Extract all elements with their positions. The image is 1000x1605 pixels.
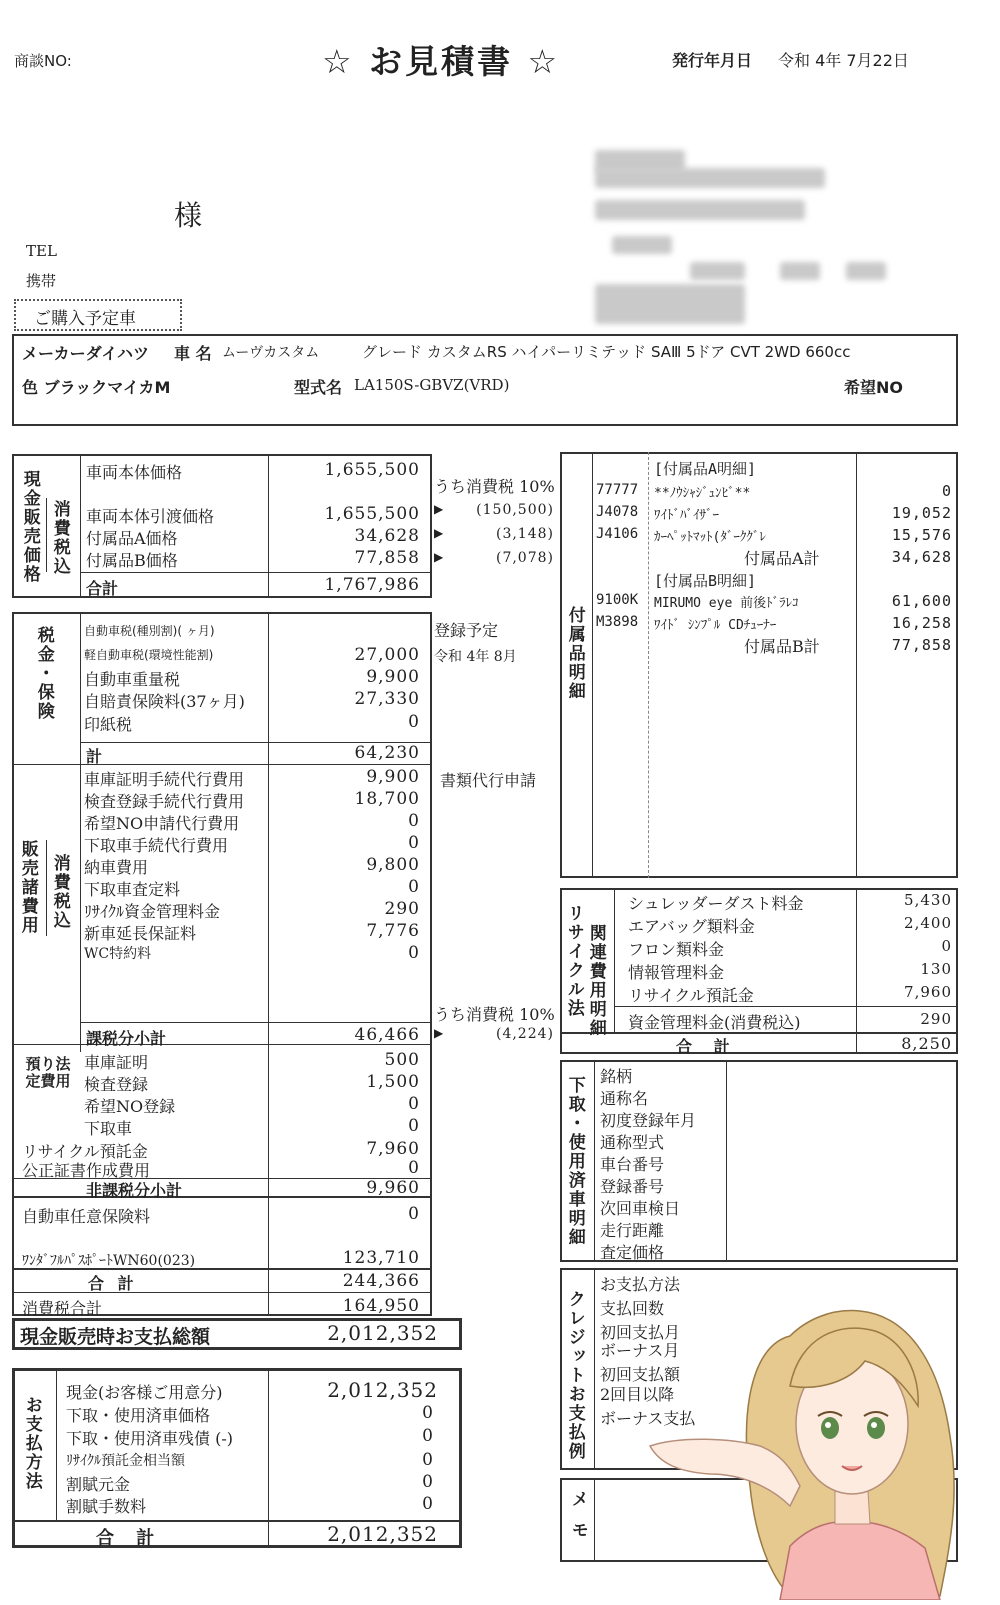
deposit-row-label: 車庫証明	[84, 1053, 149, 1072]
tax-row-value: 27,330	[354, 689, 420, 709]
deposit-row-label: 希望NO登録	[84, 1097, 176, 1116]
deposit-row-value: 1,500	[366, 1072, 420, 1092]
acc-code: J4106	[596, 526, 639, 542]
acc-code: 9100K	[596, 592, 639, 608]
recycle-row-value: 130	[920, 960, 952, 978]
fee-row-value: 0	[408, 833, 420, 853]
cash-tax-amount: (150,500)	[476, 502, 554, 518]
credit-row-label: 支払回数	[600, 1299, 665, 1318]
taxes-side-label: 税金・保険	[33, 626, 54, 721]
guide-girl-illustration	[640, 1296, 980, 1600]
insurance-plan-value: 123,710	[342, 1248, 420, 1268]
model-label: 型式名	[294, 378, 343, 397]
insurance-label: 自動車任意保険料	[22, 1207, 151, 1226]
cash-price-side-label: 現金販売価格	[19, 470, 40, 584]
car-name: ムーヴカスタム	[222, 345, 320, 361]
payment-row-value: 0	[422, 1472, 434, 1492]
fee-row-label: 下取車査定料	[84, 880, 181, 899]
customer-suffix: 様	[174, 199, 203, 232]
cash-tax-amount: (3,148)	[495, 526, 554, 542]
cash-price-tax-label: 消費税込	[49, 500, 70, 576]
acc-code: J4078	[596, 504, 639, 520]
acc-a-header: [付属品A明細]	[654, 460, 757, 478]
grand-total: 2,012,352	[327, 1321, 438, 1345]
accessories-side-label: 付属品明細	[564, 606, 585, 701]
payment-row-label: 下取・使用済車価格	[66, 1406, 211, 1425]
payment-total: 2,012,352	[327, 1522, 438, 1546]
fee-row-label: 車庫証明手続代行費用	[84, 770, 245, 789]
reg-date: 令和 4年 8月	[434, 649, 517, 665]
tax-row-value: 9,900	[366, 667, 420, 687]
reg-label: 登録予定	[434, 621, 499, 640]
deposit-row-value: 500	[384, 1050, 420, 1070]
acc-name: ｶｰﾍﾟｯﾄﾏｯﾄ(ﾀﾞｰｸｸﾞﾚ	[654, 530, 766, 545]
payment-row-value: 0	[422, 1426, 434, 1446]
deposit-row-value: 0	[408, 1158, 420, 1178]
payment-row-value: 0	[422, 1450, 434, 1470]
deposit-row-value: 0	[408, 1094, 420, 1114]
credit-row-label: 初回支払月	[600, 1323, 681, 1342]
acc-name: **ﾉｳｼｬｼﾞｭﾝﾋﾞ**	[654, 486, 751, 501]
fees-tax-note: うち消費税 10%	[434, 1005, 555, 1024]
cash-row-label: 車両本体引渡価格	[86, 507, 215, 526]
tradein-side-label: 下取・使用済車明細	[564, 1076, 585, 1247]
tax-row-label: 自動車重量税	[84, 670, 181, 689]
arrow-icon: ▶	[434, 1026, 444, 1040]
tax-row-label: 自賠責保険料(37ヶ月)	[84, 692, 245, 711]
desired-no-label: 希望NO	[844, 378, 903, 397]
fees-subtotal-label: 課税分小計	[86, 1029, 167, 1048]
cash-total: 1,767,986	[324, 575, 420, 595]
deposit-side-text: 預り法定費用	[25, 1055, 71, 1091]
deposit-subtotal: 9,960	[366, 1178, 420, 1198]
issue-date-label: 発行年月日	[672, 51, 753, 70]
tradein-row-label: 走行距離	[600, 1221, 665, 1240]
fee-row-value: 0	[408, 811, 420, 831]
acc-code: 77777	[596, 482, 639, 498]
deposit-row-label: 検査登録	[84, 1075, 149, 1094]
credit-row-label: 初回支払額	[600, 1365, 681, 1384]
fee-row-label: 新車延長保証料	[84, 924, 197, 943]
recycle-total-label: 合 計	[676, 1037, 738, 1056]
cash-tax-note: うち消費税 10%	[434, 477, 555, 496]
grand-sub-total: 244,366	[342, 1271, 420, 1291]
recycle-row-label: シュレッダーダスト料金	[628, 894, 804, 913]
recycle-row-label: 情報管理料金	[628, 963, 725, 982]
tradein-row-label: 登録番号	[600, 1177, 665, 1196]
deposit-row-label: 公正証書作成費用	[22, 1161, 151, 1180]
tax-row-label: 印紙税	[84, 715, 133, 734]
cash-row-label: 車両本体価格	[86, 463, 183, 482]
tradein-row-label: 銘柄	[600, 1067, 633, 1086]
recycle-side-label2: 関連費用明細	[585, 924, 606, 1038]
arrow-icon: ▶	[434, 550, 444, 564]
payment-total-label: 合 計	[96, 1528, 163, 1549]
acc-price: 19,052	[891, 504, 952, 522]
credit-side-label: クレジットお支払例	[564, 1290, 585, 1461]
mobile-label: 携帯	[26, 272, 57, 290]
recycle-row-label: エアバッグ類料金	[628, 917, 755, 936]
grade: グレード カスタムRS ハイパーリミテッド SAⅢ 5ドア CVT 2WD 660cc	[362, 343, 851, 361]
insurance-value: 0	[408, 1204, 420, 1224]
tradein-row-label: 初度登録年月	[600, 1111, 697, 1130]
recycle-row-value: 290	[920, 1010, 952, 1028]
fee-row-value: 0	[408, 943, 420, 963]
fee-row-label: 納車費用	[84, 858, 149, 877]
credit-row-label: 2回目以降	[600, 1385, 675, 1404]
cash-row-value: 1,655,500	[324, 504, 420, 524]
grand-total-label: 現金販売時お支払総額	[20, 1326, 211, 1348]
color: 色 ブラックマイカM	[22, 378, 171, 397]
fees-note: 書類代行申請	[440, 771, 537, 790]
recycle-row-value: 7,960	[904, 983, 952, 1001]
fee-row-label: 希望NO申請代行費用	[84, 814, 240, 833]
payment-row-label: 割賦元金	[66, 1475, 131, 1494]
issue-date: 令和 4年 7月22日	[778, 51, 909, 70]
payment-row-label: 割賦手数料	[66, 1497, 147, 1516]
fee-row-value: 0	[408, 877, 420, 897]
tel-label: TEL	[26, 242, 57, 260]
cash-row-label: 付属品B価格	[86, 551, 178, 570]
page-title: ☆ お見積書 ☆	[322, 42, 561, 81]
tax-total: 164,950	[342, 1296, 420, 1316]
fee-row-value: 18,700	[354, 789, 420, 809]
acc-code: M3898	[596, 614, 639, 630]
fee-row-value: 290	[384, 899, 420, 919]
taxes-total: 64,230	[354, 743, 420, 763]
fees-subtotal: 46,466	[354, 1025, 420, 1045]
maker: メーカーダイハツ	[22, 344, 150, 363]
tax-row-label: 自動車税(種別割)( ヶ月)	[84, 624, 215, 638]
recycle-row-label: フロン類料金	[628, 940, 725, 959]
cash-tax-amount: (7,078)	[495, 550, 554, 566]
tax-row-value: 0	[408, 712, 420, 732]
fee-row-label: 下取車手続代行費用	[84, 836, 229, 855]
deposit-subtotal-label: 非課税分小計	[86, 1181, 183, 1200]
payment-row-label: 現金(お客様ご用意分)	[66, 1383, 223, 1402]
acc-name: ﾜｲﾄﾞﾊﾞｲｻﾞｰ	[654, 508, 719, 523]
acc-name: ﾜｲﾄﾞ ｼﾝﾌﾟﾙ CDﾁｭｰﾅｰ	[654, 618, 777, 633]
acc-price: 0	[941, 482, 952, 500]
grand-sub-total-label: 合 計	[88, 1274, 138, 1293]
acc-price: 61,600	[891, 592, 952, 610]
deal-no-label: 商談NO:	[14, 52, 72, 70]
payment-side-label: お支払方法	[21, 1396, 42, 1491]
recycle-row-label: 資金管理料金(消費税込)	[628, 1013, 801, 1032]
recycle-row-value: 2,400	[904, 914, 952, 932]
recycle-total: 8,250	[901, 1034, 952, 1053]
recycle-row-label: リサイクル預託金	[628, 986, 754, 1005]
tradein-row-label: 通称型式	[600, 1133, 665, 1152]
tradein-row-label: 通称名	[600, 1089, 649, 1108]
tax-row-label: 軽自動車税(環境性能割)	[84, 648, 214, 662]
acc-price: 15,576	[891, 526, 952, 544]
deposit-row-value: 0	[408, 1116, 420, 1136]
acc-b-total: 77,858	[891, 636, 952, 654]
fee-row-value: 9,800	[366, 855, 420, 875]
payment-row-label: ﾘｻｲｸﾙ預託金相当額	[66, 1453, 185, 1469]
acc-price: 16,258	[891, 614, 952, 632]
fees-tax-label: 消費税込	[49, 854, 70, 930]
tradein-row-label: 査定価格	[600, 1243, 665, 1262]
payment-row-label: 下取・使用済車残債 (-)	[66, 1429, 233, 1448]
tradein-row-label: 次回車検日	[600, 1199, 681, 1218]
fee-row-label: WC特約料	[84, 946, 152, 962]
payment-row-value: 0	[422, 1403, 434, 1423]
payment-row-value: 0	[422, 1494, 434, 1514]
acc-b-header: [付属品B明細]	[654, 572, 757, 590]
vehicle-section-label	[14, 299, 182, 331]
insurance-plan: ﾜﾝﾀﾞﾌﾙﾊﾟｽﾎﾟｰﾄWN60(023)	[22, 1253, 196, 1269]
deposit-row-label: リサイクル預託金	[22, 1142, 148, 1161]
car-name-label: 車 名	[174, 344, 212, 363]
payment-row-value: 2,012,352	[327, 1378, 438, 1402]
deposit-row-value: 7,960	[366, 1139, 420, 1159]
fee-row-label: ﾘｻｲｸﾙ資金管理料金	[84, 902, 221, 921]
deposit-side-label	[20, 1056, 76, 1091]
arrow-icon: ▶	[434, 502, 444, 516]
tradein-row-label: 車台番号	[600, 1155, 665, 1174]
acc-a-total: 34,628	[891, 548, 952, 566]
tax-total-label: 消費税合計	[22, 1299, 103, 1318]
memo-side-label: メモ	[567, 1490, 588, 1552]
acc-a-total-label: 付属品A計	[744, 549, 820, 568]
recycle-side-label: リサイクル法	[563, 904, 584, 1018]
tax-row-value: 27,000	[354, 645, 420, 665]
fees-tax-amount: (4,224)	[495, 1026, 554, 1042]
cash-row-value: 77,858	[354, 548, 420, 568]
cash-row-value: 1,655,500	[324, 460, 420, 480]
model: LA150S-GBVZ(VRD)	[354, 376, 510, 394]
cash-total-label: 合計	[86, 579, 119, 598]
acc-name: MIRUMO eye 前後ﾄﾞﾗﾚｺ	[654, 596, 799, 611]
credit-row-label: ボーナス支払	[600, 1409, 696, 1428]
taxes-total-label: 計	[86, 747, 103, 766]
fee-row-label: 検査登録手続代行費用	[84, 792, 245, 811]
credit-row-label: ボーナス月	[600, 1341, 680, 1360]
recycle-row-value: 0	[941, 937, 952, 955]
recycle-row-value: 5,430	[904, 891, 952, 909]
fee-row-value: 7,776	[366, 921, 420, 941]
fee-row-value: 9,900	[366, 767, 420, 787]
vehicle-section-text: ご購入予定車	[34, 309, 136, 329]
credit-row-label: お支払方法	[600, 1275, 681, 1294]
deposit-row-label: 下取車	[84, 1119, 133, 1138]
acc-b-total-label: 付属品B計	[744, 637, 820, 656]
arrow-icon: ▶	[434, 526, 444, 540]
cash-row-value: 34,628	[354, 526, 420, 546]
fees-side-label: 販売諸費用	[17, 840, 38, 935]
cash-row-label: 付属品A価格	[86, 529, 178, 548]
